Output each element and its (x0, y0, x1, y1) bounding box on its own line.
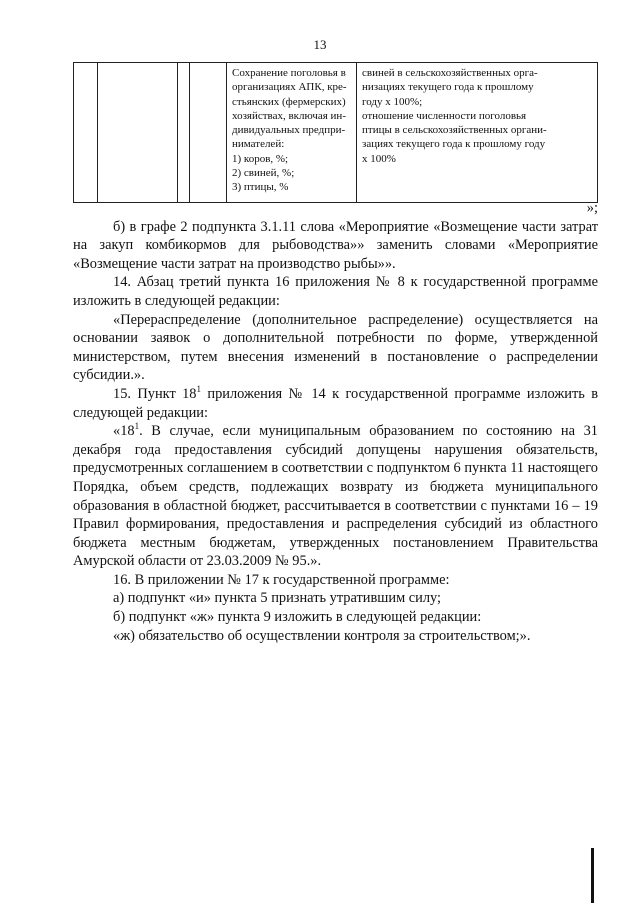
paragraph: «ж) обязательство об осуществлении контроля за строительством;». (113, 627, 531, 644)
formula-line: птицы в сельскохозяйственных органи- (362, 124, 547, 137)
table-cell-empty (190, 63, 227, 203)
formula-line: низациях текущего года к прошлому (362, 81, 534, 94)
paragraph: б) в графе 2 подпункта 3.1.11 слова «Мероприятие «Возмещение части затрат на закуп комбикормов для рыбоводства»» заменить словами «Мероприятие «Возмещение части затрат на производство рыбы»». (73, 218, 598, 272)
table-cell-empty (98, 63, 178, 203)
table-cell-empty (74, 63, 98, 203)
indicator-line: нимателей: (232, 138, 285, 151)
paragraph: а) подпункт «и» пункта 5 признать утратившим силу; (113, 590, 442, 607)
table-row (74, 63, 598, 203)
paragraph-text: «18 (113, 423, 135, 440)
paragraph: 14. Абзац третий пункта 16 приложения № 8 к государственной программе изложить в следующей редакции: (73, 274, 598, 309)
paragraph-text: . В случае, если муниципальным образованием по состоянию на 31 декабря года предоставления субсидий допущены нарушения обязательств, предусмотренных соглашением в соответствии с подпунктом 6 пункта 11 настоящего Порядка, объем средств, подлежащих возврату из бюджета муниципального образования в областной бюджет, рассчитывается в соответствии с пунктами 16 – 19 Правил формирования, предоставления и распределения субсидий из областного бюджета местным бюджетам, утвержденных постановлением Правительства Амурской области от 23.03.2009 № 95.». (73, 423, 598, 570)
formula-line: зациях текущего года к прошлому году (362, 138, 546, 151)
indicator-line: Сохранение поголовья в (232, 67, 346, 79)
paragraph-text: приложения № 14 к государственной программе изложить в следующей редакции: (73, 385, 598, 421)
paragraph-text: 15. Пункт 18 (113, 385, 197, 402)
indicator-line: хозяйствах, включая ин- (232, 109, 346, 122)
indicator-line: 1) коров, %; (232, 152, 289, 165)
margin-mark (591, 848, 594, 903)
paragraph: б) подпункт «ж» пункта 9 изложить в следующей редакции: (113, 609, 482, 626)
formula-line: отношение численности поголовья (362, 109, 527, 122)
page-number: 13 (313, 37, 327, 52)
superscript: 1 (134, 421, 140, 432)
paragraph: 16. В приложении № 17 к государственной программе: (113, 571, 450, 588)
closing-quote: »; (586, 200, 598, 216)
paragraph (73, 422, 598, 571)
formula-cell (357, 63, 598, 203)
indicator-line: 2) свиней, %; (232, 167, 295, 180)
indicator-line: 3) птицы, % (232, 181, 289, 194)
paragraph: «Перераспределение (дополнительное распределение) осуществляется на основании заявок о дополнительной потребности по форме, утвержденной министерством, путем внесения изменений в постановление о распределении субсидии.». (73, 311, 598, 384)
body-text (73, 199, 598, 645)
indicator-line: организациях АПК, кре- (232, 81, 347, 94)
superscript: 1 (196, 384, 201, 395)
indicator-line: стьянских (фермерских) (232, 95, 346, 108)
continued-table (73, 62, 598, 203)
table-cell-empty (178, 63, 190, 203)
formula-line: х 100% (362, 152, 396, 165)
formula-line: году х 100%; (362, 95, 423, 108)
indicator-name-cell (227, 63, 357, 203)
formula-line: свиней в сельскохозяйственных орга- (362, 67, 538, 79)
paragraph (73, 385, 598, 422)
indicator-line: дивидуальных предпри- (232, 124, 346, 137)
